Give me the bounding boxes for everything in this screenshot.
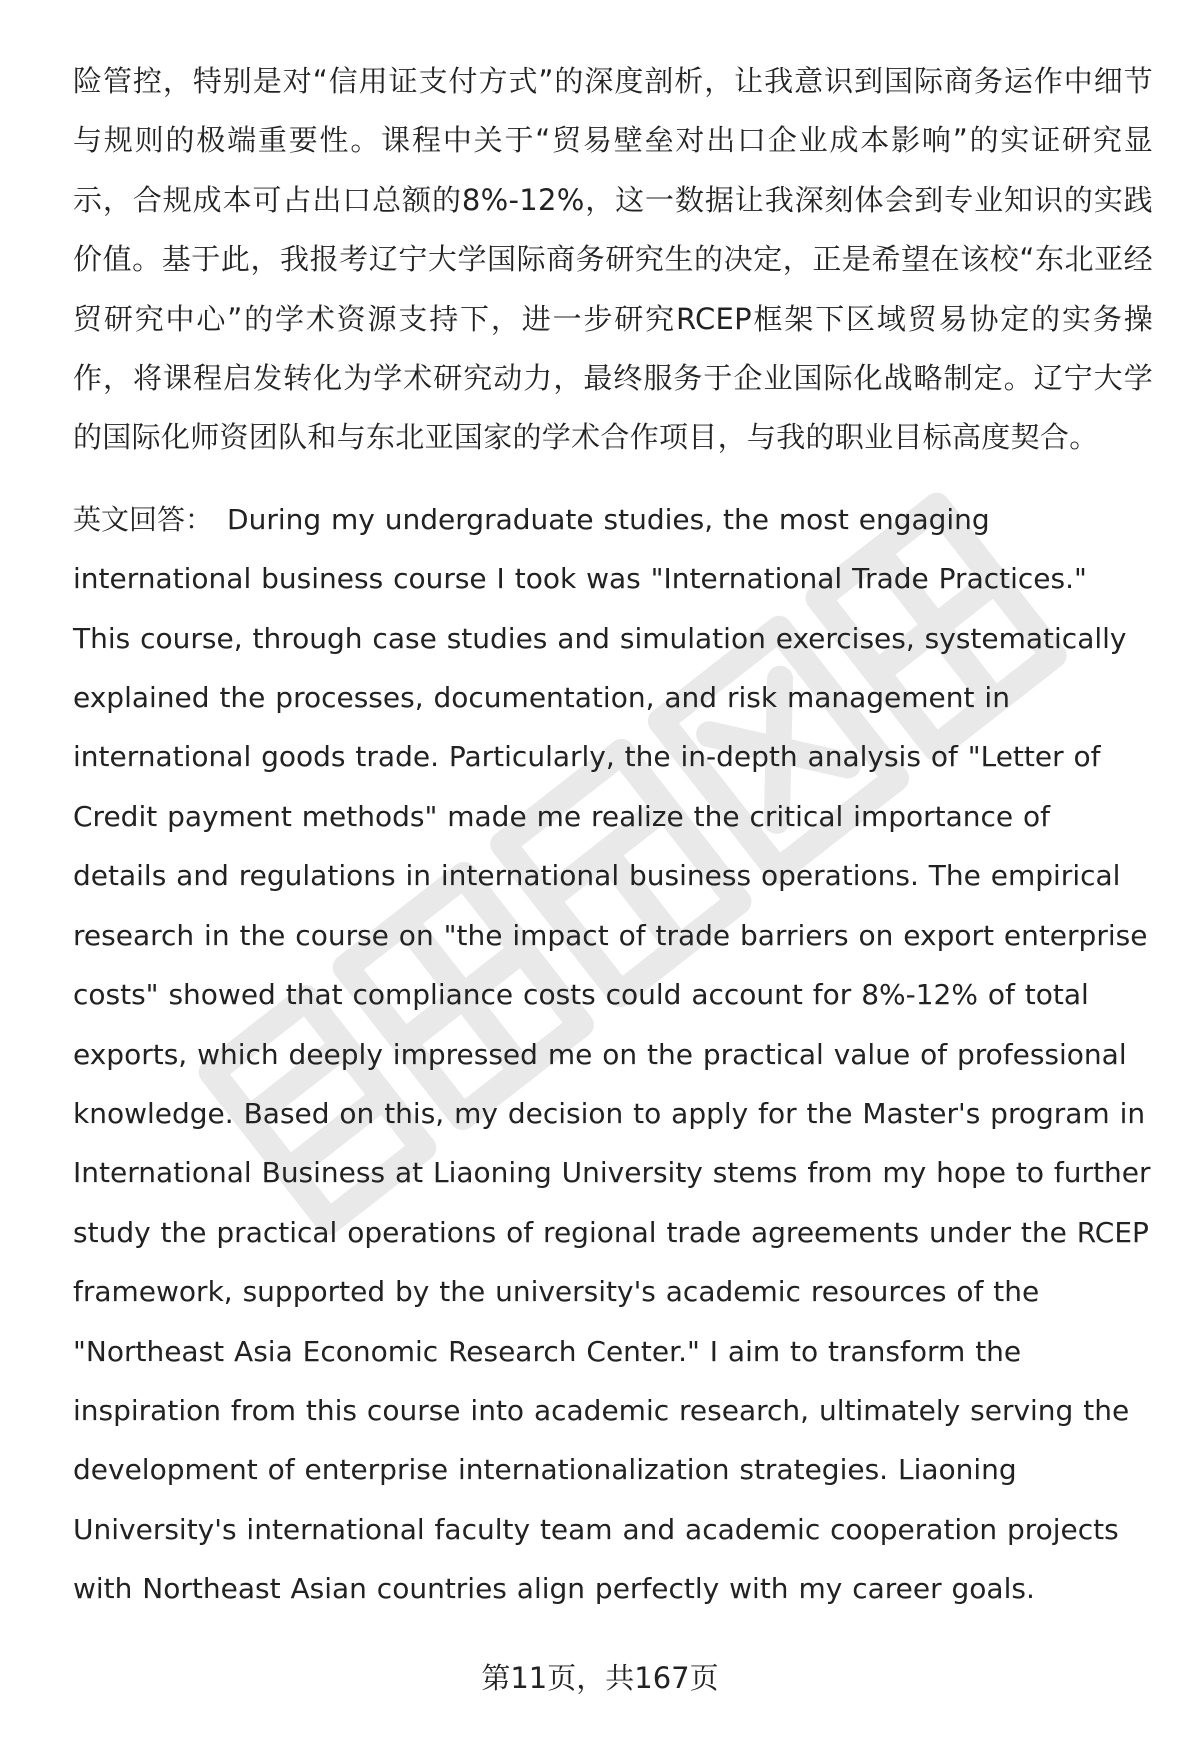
- english-answer-paragraph: [73, 490, 1153, 1619]
- page-number: 第11页，共167页: [481, 1661, 719, 1695]
- english-answer-text: During my undergraduate studies, the most engaging international business course I took was "International Trade Practices." This course, through case studies and simulation exercises, systematically explained the processes, documentation, and risk management in international goods trade. Particularly, the in-depth analysis of "Letter of Credit payment methods" made me realize the critical importance of details and regulations in international business operations. The empirical research in the course on "the impact of trade barriers on export enterprise costs" showed that compliance costs could account for 8%-12% of total exports, which deeply impressed me on the practical value of professional knowledge. Based on this, my decision to apply for the Master's program in International Business at Liaoning University stems from my hope to further study the practical operations of regional trade agreements under the RCEP framework, supported by the university's academic resources of the "Northeast Asia Economic Research Center." I aim to transform the inspiration from this course into academic research, ultimately serving the development of enterprise internationalization strategies. Liaoning University's international faculty team and academic cooperation projects with Northeast Asian countries align perfectly with my career goals.: [73, 502, 1151, 1606]
- chinese-answer-paragraph: 险管控，特别是对“信用证支付方式”的深度剖析，让我意识到国际商务运作中细节与规则的极端重要性。课程中关于“贸易壁垒对出口企业成本影响”的实证研究显示，合规成本可占出口总额的8%-12%，这一数据让我深刻体会到专业知识的实践价值。基于此，我报考辽宁大学国际商务研究生的决定，正是希望在该校“东北亚经贸研究中心”的学术资源支持下，进一步研究RCEP框架下区域贸易协定的实务操作，将课程启发转化为学术研究动力，最终服务于企业国际化战略制定。辽宁大学的国际化师资团队和与东北亚国家的学术合作项目，与我的职业目标高度契合。: [73, 64, 1153, 455]
- english-answer-label: 英文回答：: [73, 502, 214, 536]
- document-body: [73, 52, 1153, 1619]
